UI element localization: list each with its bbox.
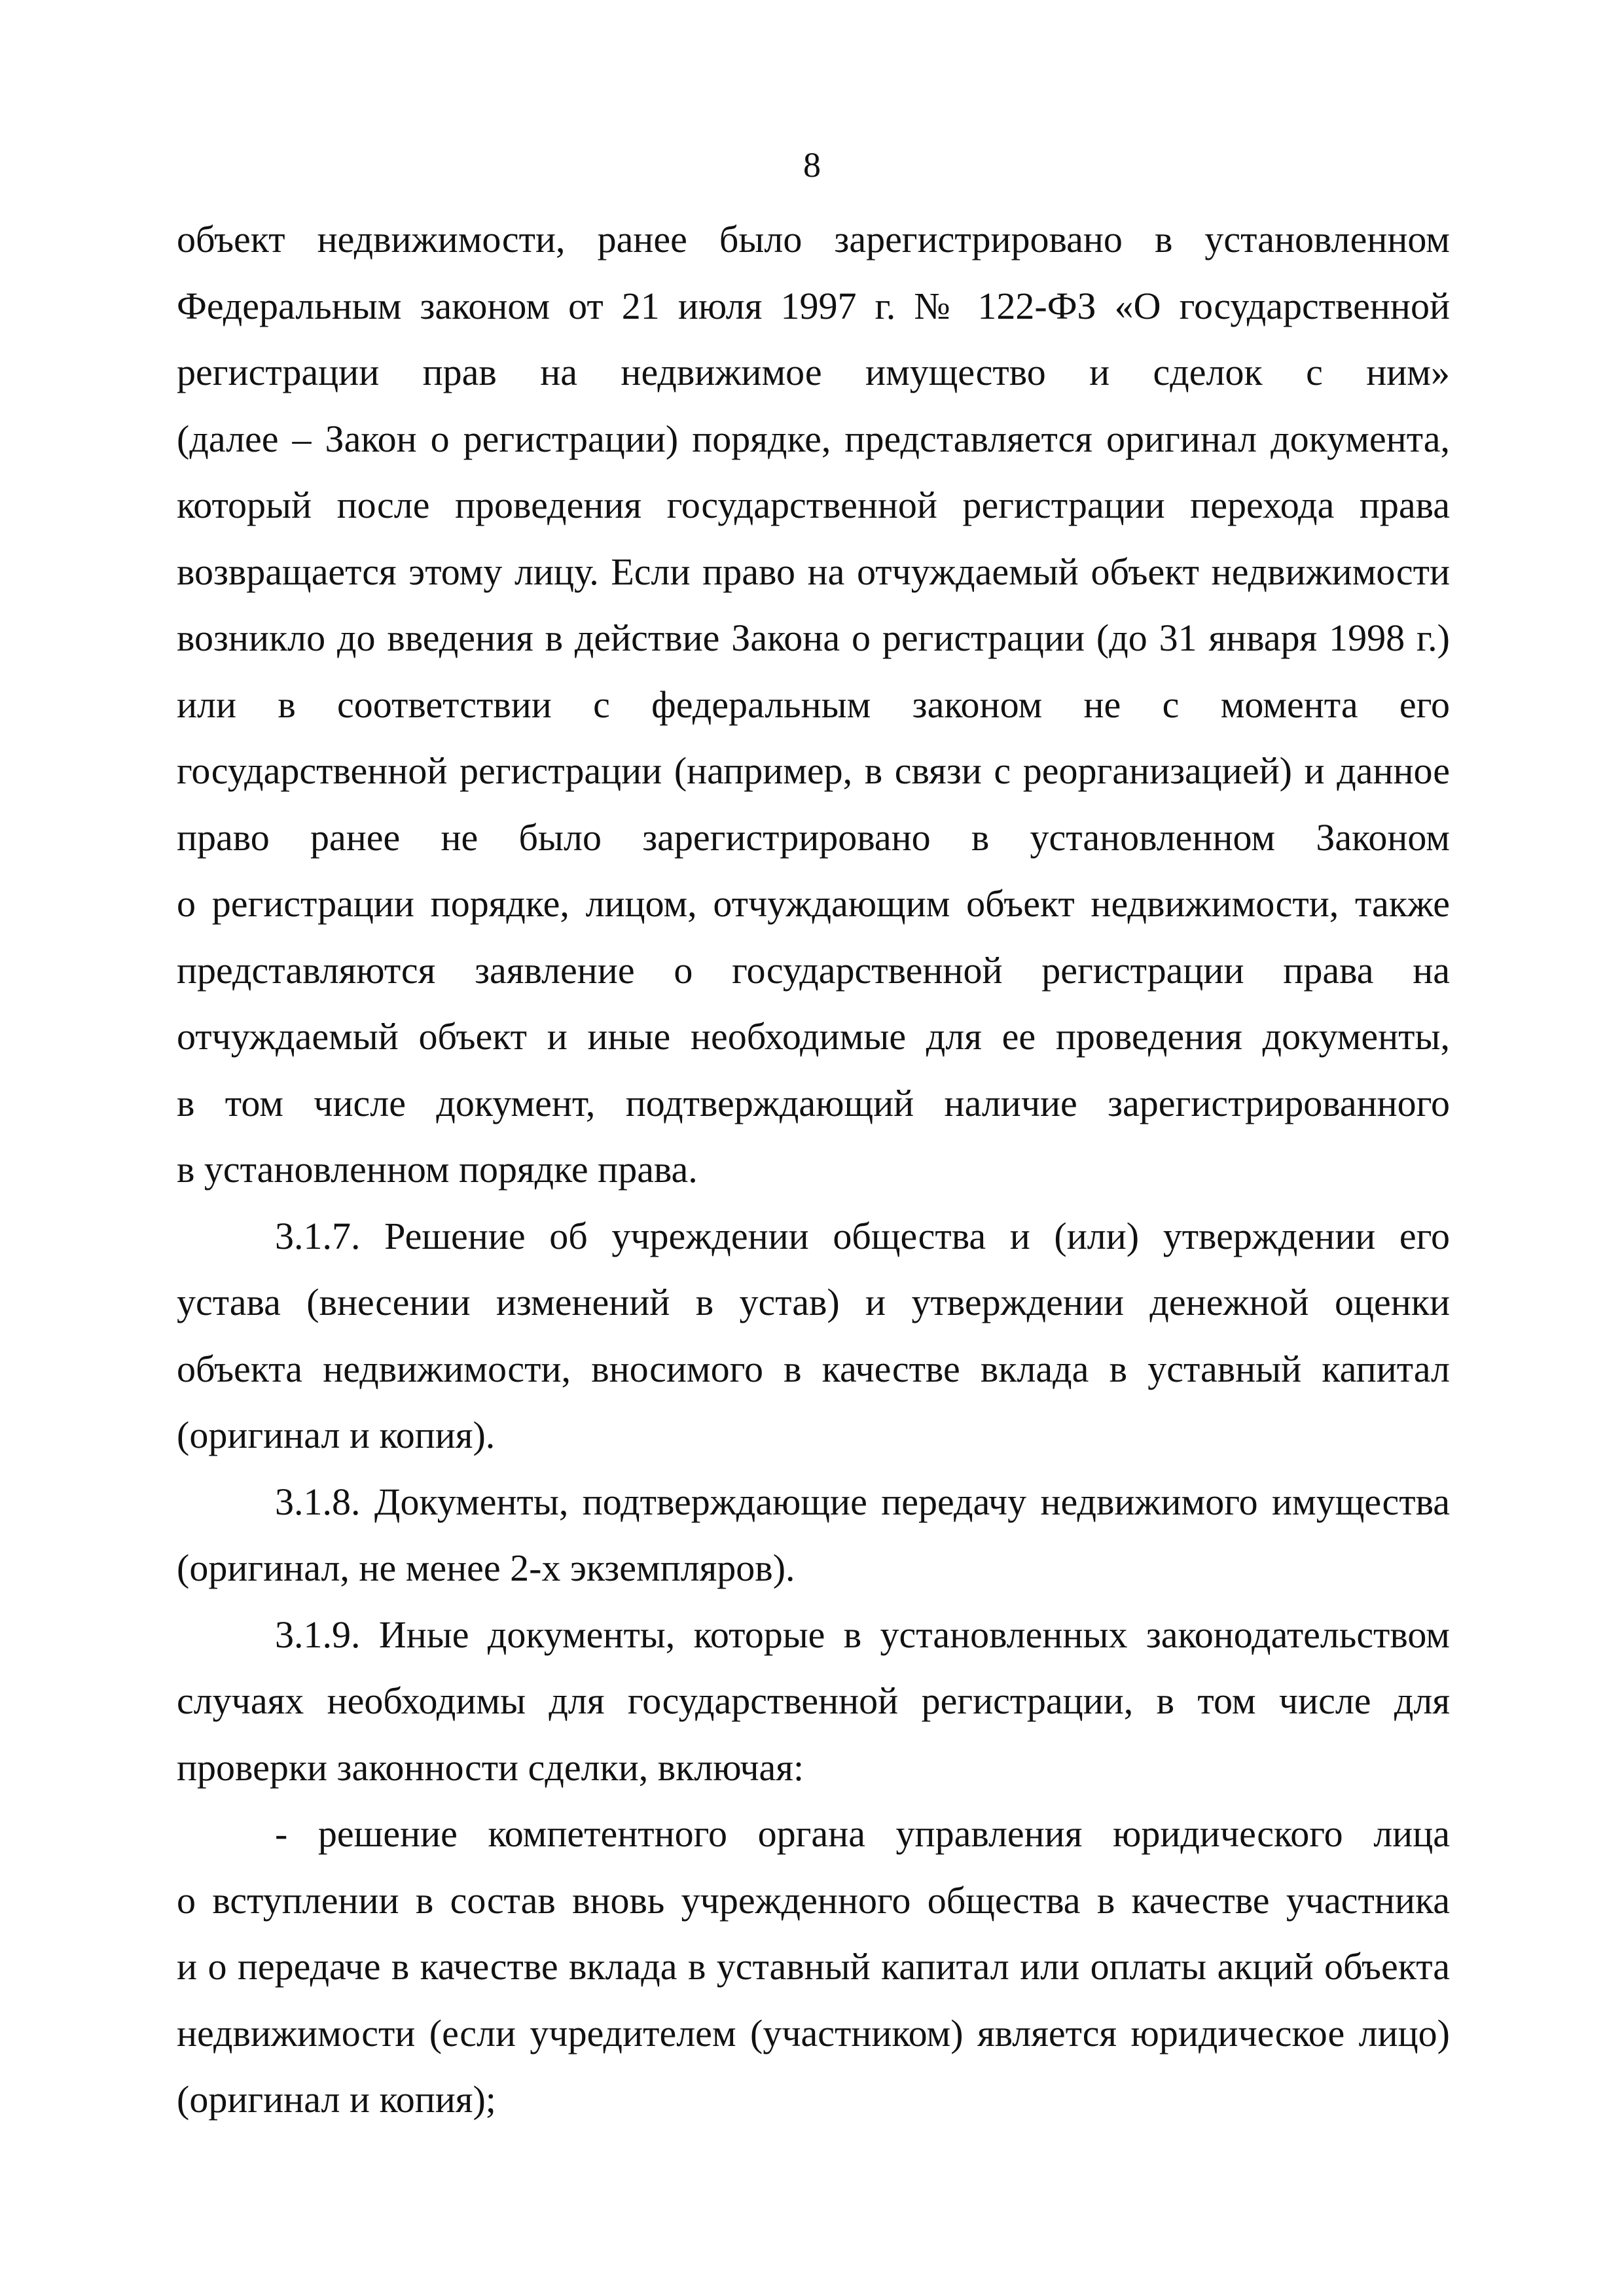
- text-line: право ранее не было зарегистрировано в установленном Законом: [177, 816, 1450, 859]
- text-line: 3.1.7. Решение об учреждении общества и (или) утверждении его: [275, 1214, 1450, 1257]
- text-line: о вступлении в состав вновь учрежденного общества в качестве участника: [177, 1878, 1450, 1922]
- text-line: и о передаче в качестве вклада в уставный капитал или оплаты акций объекта: [177, 1945, 1450, 1988]
- text-line: представляются заявление о государственной регистрации права на: [177, 948, 1450, 992]
- text-line: Федеральным законом от 21 июля 1997 г. № 122-ФЗ «О государственной: [177, 284, 1450, 327]
- text-line: 3.1.9. Иные документы, которые в установленных законодательством: [275, 1613, 1450, 1656]
- text-line: возникло до введения в действие Закона о регистрации (до 31 января 1998 г.): [177, 617, 1450, 659]
- text-line: возвращается этому лицу. Если право на отчуждаемый объект недвижимости: [177, 550, 1450, 593]
- text-line: в установленном порядке права.: [177, 1148, 698, 1191]
- text-line: (оригинал, не менее 2-х экземпляров).: [177, 1547, 795, 1589]
- text-line: - решение компетентного органа управления юридического лица: [275, 1812, 1450, 1855]
- text-line: о регистрации порядке, лицом, отчуждающим объект недвижимости, также: [177, 882, 1450, 925]
- text-line: отчуждаемый объект и иные необходимые для ее проведения документы,: [177, 1015, 1450, 1058]
- text-line: государственной регистрации (например, в связи с реорганизацией) и данное: [177, 749, 1450, 792]
- text-line: проверки законности сделки, включая:: [177, 1746, 804, 1789]
- text-line: который после проведения государственной регистрации перехода права: [177, 484, 1450, 526]
- text-line: недвижимости (если учредителем (участником) является юридическое лицо): [177, 2011, 1450, 2054]
- text-line: в том числе документ, подтверждающий наличие зарегистрированного: [177, 1081, 1450, 1124]
- text-line: (далее – Закон о регистрации) порядке, представляется оригинал документа,: [177, 417, 1450, 460]
- text-line: объект недвижимости, ранее было зарегистрировано в установленном: [177, 218, 1450, 260]
- text-line: случаях необходимы для государственной регистрации, в том числе для: [177, 1679, 1450, 1722]
- body-text: [177, 206, 1450, 2133]
- text-line: 3.1.8. Документы, подтверждающие передачу недвижимого имущества: [275, 1480, 1450, 1523]
- text-line: (оригинал и копия).: [177, 1414, 496, 1456]
- text-line: (оригинал и копия);: [177, 2078, 496, 2121]
- page-number: 8: [803, 145, 821, 185]
- text-line: регистрации прав на недвижимое имущество и сделок с ним»: [177, 351, 1450, 393]
- text-line: или в соответствии с федеральным законом не с момента его: [177, 683, 1450, 726]
- text-line: устава (внесении изменений в устав) и утверждении денежной оценки: [177, 1281, 1450, 1323]
- text-line: объекта недвижимости, вносимого в качестве вклада в уставный капитал: [177, 1347, 1450, 1390]
